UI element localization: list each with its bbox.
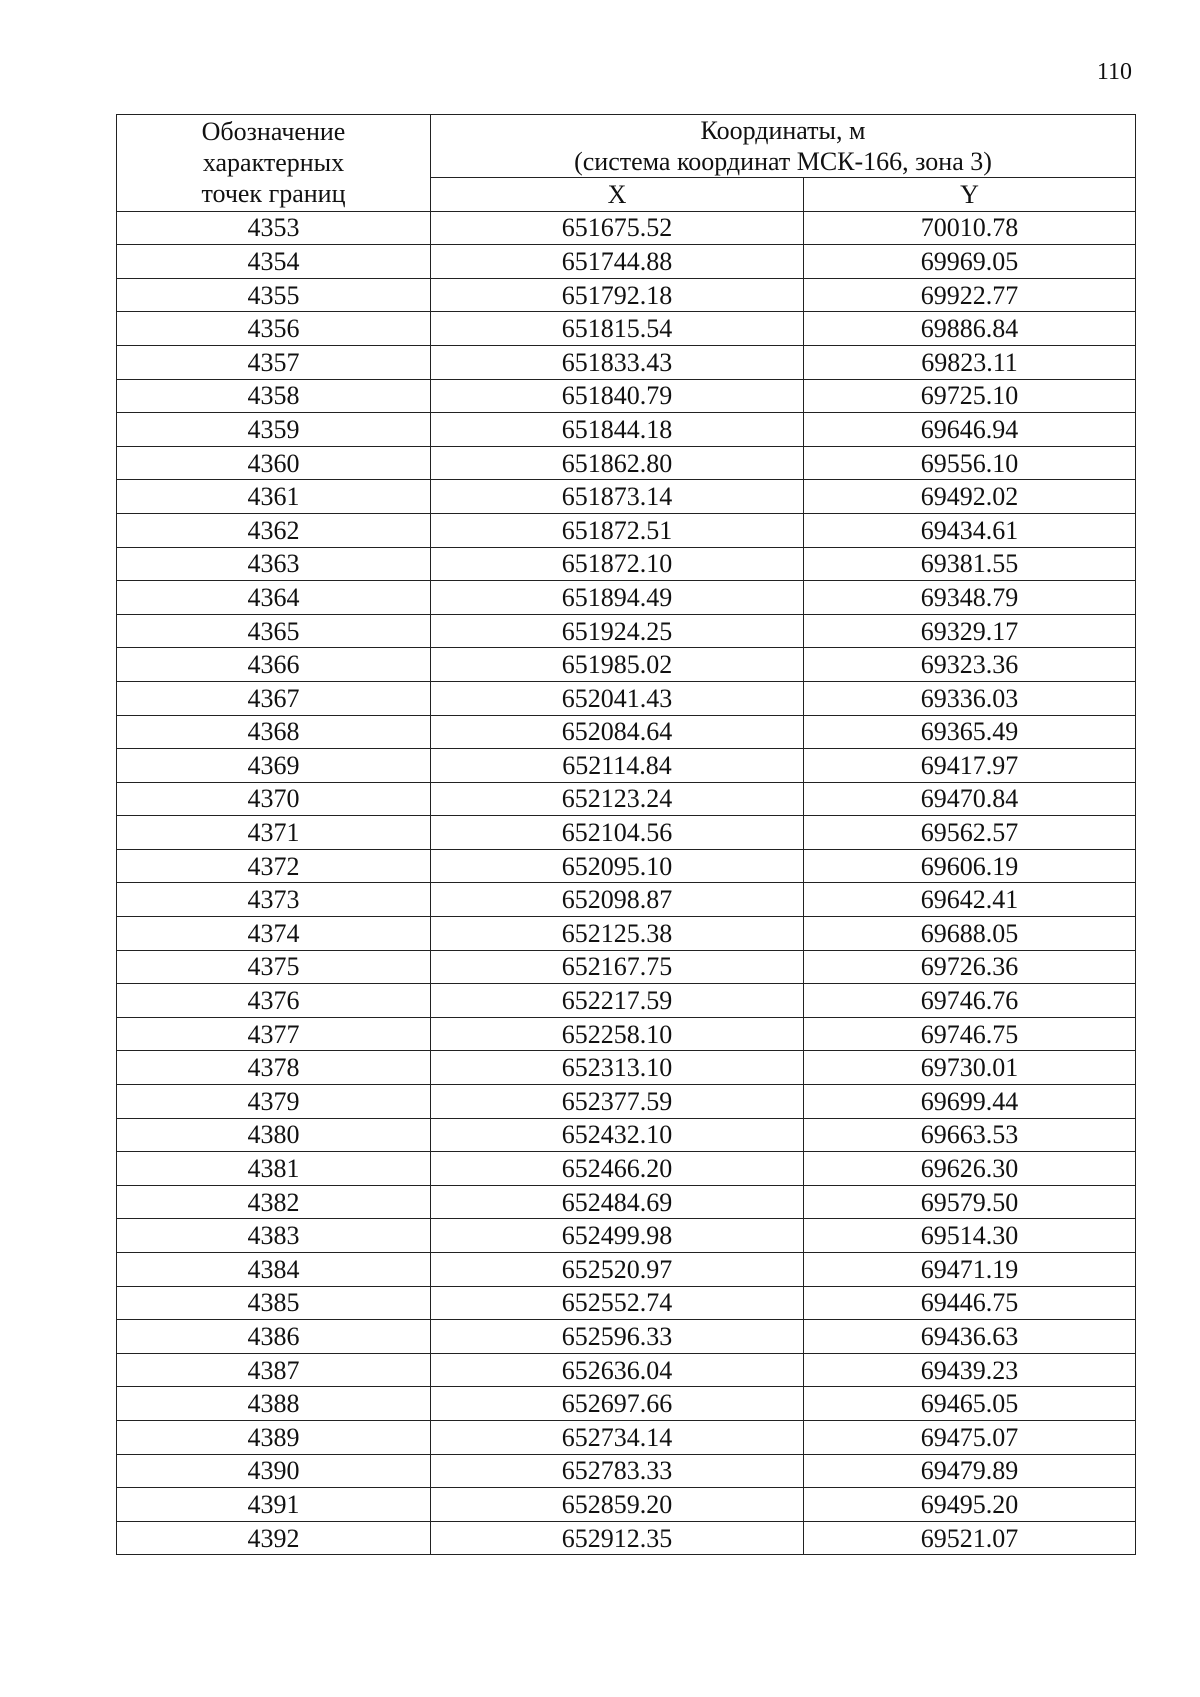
y-coordinate-cell: 69725.10 — [804, 379, 1136, 413]
x-coordinate-cell: 652114.84 — [431, 749, 804, 783]
x-coordinate-cell: 652217.59 — [431, 984, 804, 1018]
table-row — [117, 312, 1136, 346]
header-points-line3: точек границ — [201, 179, 346, 209]
y-coordinate-cell: 69471.19 — [804, 1253, 1136, 1287]
y-coordinate-cell: 70010.78 — [804, 211, 1136, 245]
point-id-cell: 4365 — [117, 614, 431, 648]
x-coordinate-cell: 652125.38 — [431, 917, 804, 951]
header-coords-line2: (система координат МСК-166, зона 3) — [574, 147, 992, 176]
y-coordinate-cell: 69562.57 — [804, 816, 1136, 850]
header-coords-cell — [431, 115, 1136, 178]
point-id-cell: 4364 — [117, 581, 431, 615]
point-id-cell: 4353 — [117, 211, 431, 245]
point-id-cell: 4374 — [117, 917, 431, 951]
x-coordinate-cell: 652499.98 — [431, 1219, 804, 1253]
point-id-cell: 4384 — [117, 1253, 431, 1287]
x-coordinate-cell: 652258.10 — [431, 1017, 804, 1051]
y-coordinate-cell: 69823.11 — [804, 345, 1136, 379]
point-id-cell: 4372 — [117, 849, 431, 883]
y-coordinate-cell: 69626.30 — [804, 1152, 1136, 1186]
point-id-cell: 4389 — [117, 1420, 431, 1454]
table-row — [117, 513, 1136, 547]
y-coordinate-cell: 69446.75 — [804, 1286, 1136, 1320]
x-coordinate-cell: 652466.20 — [431, 1152, 804, 1186]
y-coordinate-cell: 69606.19 — [804, 849, 1136, 883]
point-id-cell: 4390 — [117, 1454, 431, 1488]
point-id-cell: 4359 — [117, 413, 431, 447]
point-id-cell: 4358 — [117, 379, 431, 413]
point-id-cell: 4356 — [117, 312, 431, 346]
y-coordinate-cell: 69579.50 — [804, 1185, 1136, 1219]
x-coordinate-cell: 652552.74 — [431, 1286, 804, 1320]
table-row — [117, 1420, 1136, 1454]
table-row — [117, 1320, 1136, 1354]
x-coordinate-cell: 652783.33 — [431, 1454, 804, 1488]
point-id-cell: 4362 — [117, 513, 431, 547]
x-coordinate-cell: 652734.14 — [431, 1420, 804, 1454]
y-coordinate-cell: 69434.61 — [804, 513, 1136, 547]
y-coordinate-cell: 69479.89 — [804, 1454, 1136, 1488]
point-id-cell: 4369 — [117, 749, 431, 783]
table-row — [117, 211, 1136, 245]
table-row — [117, 1286, 1136, 1320]
point-id-cell: 4375 — [117, 950, 431, 984]
x-coordinate-cell: 651792.18 — [431, 278, 804, 312]
point-id-cell: 4392 — [117, 1521, 431, 1555]
x-coordinate-cell: 651894.49 — [431, 581, 804, 615]
point-id-cell: 4383 — [117, 1219, 431, 1253]
table-row — [117, 1219, 1136, 1253]
table-row — [117, 1521, 1136, 1555]
y-coordinate-cell: 69436.63 — [804, 1320, 1136, 1354]
y-coordinate-cell: 69381.55 — [804, 547, 1136, 581]
x-coordinate-cell: 652432.10 — [431, 1118, 804, 1152]
header-points-line1: Обозначение — [201, 117, 346, 147]
point-id-cell: 4354 — [117, 245, 431, 279]
y-coordinate-cell: 69730.01 — [804, 1051, 1136, 1085]
table-row — [117, 1387, 1136, 1421]
y-coordinate-cell: 69514.30 — [804, 1219, 1136, 1253]
y-coordinate-cell: 69439.23 — [804, 1353, 1136, 1387]
point-id-cell: 4366 — [117, 648, 431, 682]
x-coordinate-cell: 651872.51 — [431, 513, 804, 547]
y-coordinate-cell: 69521.07 — [804, 1521, 1136, 1555]
y-coordinate-cell: 69492.02 — [804, 480, 1136, 514]
x-coordinate-cell: 652167.75 — [431, 950, 804, 984]
y-coordinate-cell: 69663.53 — [804, 1118, 1136, 1152]
x-coordinate-cell: 651675.52 — [431, 211, 804, 245]
point-id-cell: 4357 — [117, 345, 431, 379]
x-coordinate-cell: 652095.10 — [431, 849, 804, 883]
y-coordinate-cell: 69323.36 — [804, 648, 1136, 682]
table-row — [117, 681, 1136, 715]
point-id-cell: 4380 — [117, 1118, 431, 1152]
x-coordinate-cell: 652697.66 — [431, 1387, 804, 1421]
header-coords-line1: Координаты, м — [700, 116, 866, 145]
y-coordinate-cell: 69465.05 — [804, 1387, 1136, 1421]
x-coordinate-cell: 652104.56 — [431, 816, 804, 850]
point-id-cell: 4371 — [117, 816, 431, 850]
table-row — [117, 749, 1136, 783]
table-row — [117, 1051, 1136, 1085]
x-coordinate-cell: 652520.97 — [431, 1253, 804, 1287]
x-coordinate-cell: 651744.88 — [431, 245, 804, 279]
table-row — [117, 345, 1136, 379]
point-id-cell: 4355 — [117, 278, 431, 312]
table-row — [117, 1253, 1136, 1287]
point-id-cell: 4368 — [117, 715, 431, 749]
table-row — [117, 581, 1136, 615]
y-coordinate-cell: 69348.79 — [804, 581, 1136, 615]
y-coordinate-cell: 69417.97 — [804, 749, 1136, 783]
y-coordinate-cell: 69475.07 — [804, 1420, 1136, 1454]
point-id-cell: 4386 — [117, 1320, 431, 1354]
point-id-cell: 4381 — [117, 1152, 431, 1186]
point-id-cell: 4385 — [117, 1286, 431, 1320]
table-row — [117, 883, 1136, 917]
point-id-cell: 4378 — [117, 1051, 431, 1085]
table-row — [117, 547, 1136, 581]
table-row — [117, 1152, 1136, 1186]
y-coordinate-cell: 69699.44 — [804, 1085, 1136, 1119]
x-coordinate-cell: 651862.80 — [431, 446, 804, 480]
y-coordinate-cell: 69646.94 — [804, 413, 1136, 447]
table-row — [117, 379, 1136, 413]
x-coordinate-cell: 652636.04 — [431, 1353, 804, 1387]
table-row — [117, 1017, 1136, 1051]
x-coordinate-cell: 652484.69 — [431, 1185, 804, 1219]
point-id-cell: 4367 — [117, 681, 431, 715]
y-coordinate-cell: 69336.03 — [804, 681, 1136, 715]
x-coordinate-cell: 652123.24 — [431, 782, 804, 816]
point-id-cell: 4391 — [117, 1488, 431, 1522]
y-coordinate-cell: 69556.10 — [804, 446, 1136, 480]
point-id-cell: 4376 — [117, 984, 431, 1018]
y-coordinate-cell: 69365.49 — [804, 715, 1136, 749]
point-id-cell: 4363 — [117, 547, 431, 581]
table-row — [117, 1353, 1136, 1387]
table-row — [117, 413, 1136, 447]
point-id-cell: 4370 — [117, 782, 431, 816]
header-y: Y — [804, 178, 1136, 212]
point-id-cell: 4382 — [117, 1185, 431, 1219]
page-number: 110 — [1096, 59, 1132, 85]
table-row — [117, 1488, 1136, 1522]
table-header — [117, 115, 1136, 212]
table-row — [117, 1454, 1136, 1488]
table-row — [117, 917, 1136, 951]
x-coordinate-cell: 651844.18 — [431, 413, 804, 447]
point-id-cell: 4388 — [117, 1387, 431, 1421]
y-coordinate-cell: 69746.76 — [804, 984, 1136, 1018]
point-id-cell: 4379 — [117, 1085, 431, 1119]
table-row — [117, 245, 1136, 279]
y-coordinate-cell: 69688.05 — [804, 917, 1136, 951]
table-row — [117, 984, 1136, 1018]
x-coordinate-cell: 652377.59 — [431, 1085, 804, 1119]
x-coordinate-cell: 652859.20 — [431, 1488, 804, 1522]
x-coordinate-cell: 651873.14 — [431, 480, 804, 514]
table-row — [117, 715, 1136, 749]
header-x: X — [431, 178, 804, 212]
table-row — [117, 849, 1136, 883]
x-coordinate-cell: 652084.64 — [431, 715, 804, 749]
y-coordinate-cell: 69922.77 — [804, 278, 1136, 312]
y-coordinate-cell: 69726.36 — [804, 950, 1136, 984]
y-coordinate-cell: 69329.17 — [804, 614, 1136, 648]
x-coordinate-cell: 651985.02 — [431, 648, 804, 682]
x-coordinate-cell: 651840.79 — [431, 379, 804, 413]
x-coordinate-cell: 652098.87 — [431, 883, 804, 917]
table-row — [117, 446, 1136, 480]
y-coordinate-cell: 69969.05 — [804, 245, 1136, 279]
point-id-cell: 4377 — [117, 1017, 431, 1051]
x-coordinate-cell: 651924.25 — [431, 614, 804, 648]
coordinates-table — [116, 114, 1136, 1555]
y-coordinate-cell: 69642.41 — [804, 883, 1136, 917]
x-coordinate-cell: 651872.10 — [431, 547, 804, 581]
table-row — [117, 614, 1136, 648]
table-row — [117, 1118, 1136, 1152]
table-row — [117, 480, 1136, 514]
x-coordinate-cell: 652912.35 — [431, 1521, 804, 1555]
y-coordinate-cell: 69495.20 — [804, 1488, 1136, 1522]
table-row — [117, 1185, 1136, 1219]
table-row — [117, 278, 1136, 312]
table-row — [117, 782, 1136, 816]
point-id-cell: 4373 — [117, 883, 431, 917]
y-coordinate-cell: 69470.84 — [804, 782, 1136, 816]
table-row — [117, 648, 1136, 682]
point-id-cell: 4361 — [117, 480, 431, 514]
y-coordinate-cell: 69886.84 — [804, 312, 1136, 346]
table-row — [117, 816, 1136, 850]
x-coordinate-cell: 651815.54 — [431, 312, 804, 346]
point-id-cell: 4360 — [117, 446, 431, 480]
x-coordinate-cell: 652596.33 — [431, 1320, 804, 1354]
point-id-cell: 4387 — [117, 1353, 431, 1387]
x-coordinate-cell: 651833.43 — [431, 345, 804, 379]
x-coordinate-cell: 652313.10 — [431, 1051, 804, 1085]
y-coordinate-cell: 69746.75 — [804, 1017, 1136, 1051]
table-row — [117, 1085, 1136, 1119]
header-points-cell — [117, 115, 431, 212]
table-row — [117, 950, 1136, 984]
header-points-line2: характерных — [202, 148, 345, 178]
x-coordinate-cell: 652041.43 — [431, 681, 804, 715]
table-body — [117, 211, 1136, 1555]
